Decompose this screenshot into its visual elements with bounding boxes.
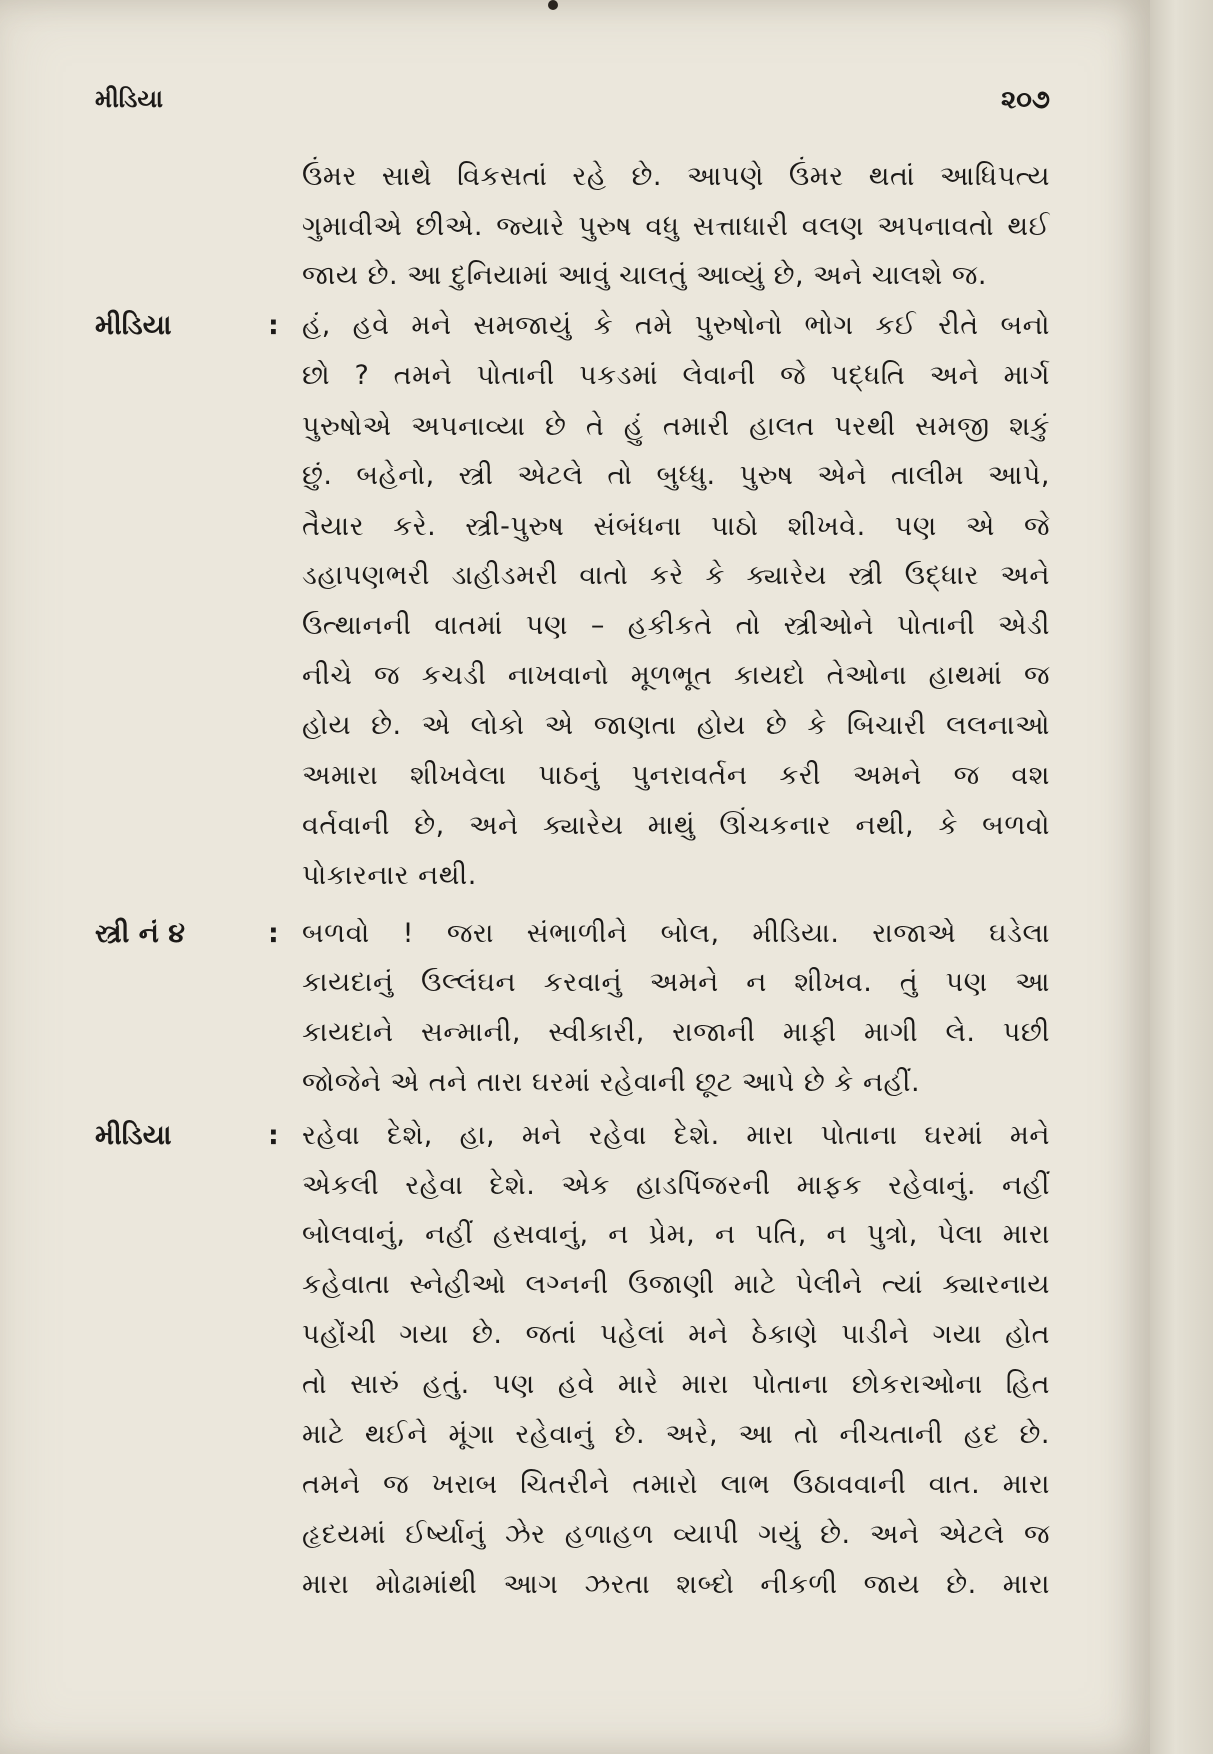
text-line: બળવો ! જરા સંભાળીને બોલ, મીડિયા. રાજાએ ઘડેલા: [302, 918, 1050, 949]
speaker-colon: :: [268, 310, 279, 341]
text-line: છો ? તમને પોતાની પકડમાં લેવાની જે પદ્ધતિ અને માર્ગ: [302, 360, 1050, 391]
speaker-colon: :: [268, 1120, 279, 1151]
text-line: કહેવાતા સ્નેહીઓ લગ્નની ઉજાણી માટે પેલીને ત્યાં ક્યારનાય: [302, 1269, 1050, 1300]
speaker-label: મીડિયા: [95, 1120, 172, 1151]
text-line: હં, હવે મને સમજાયું કે તમે પુરુષોનો ભોગ કઈ રીતે બનો: [302, 310, 1050, 341]
running-header: મીડિયા: [95, 85, 163, 113]
speaker-label: મીડિયા: [95, 310, 172, 341]
text-line: મારા મોઢામાંથી આગ ઝરતા શબ્દો નીકળી જાય છે. મારા: [302, 1569, 1050, 1600]
text-line: રહેવા દેશે, હા, મને રહેવા દેશે. મારા પોતાના ઘરમાં મને: [302, 1120, 1050, 1151]
speaker-colon: :: [268, 918, 279, 949]
text-line: હૃદયમાં ઈર્ષ્યાનું ઝેર હળાહળ વ્યાપી ગયું છે. અને એટલે જ: [302, 1519, 1050, 1550]
text-line: ગુમાવીએ છીએ. જ્યારે પુરુષ વધુ સત્તાધારી વલણ અપનાવતો થઈ: [302, 211, 1050, 242]
text-line: હોય છે. એ લોકો એ જાણતા હોય છે કે બિચારી લલનાઓ: [302, 710, 1050, 741]
text-line: નીચે જ કચડી નાખવાનો મૂળભૂત કાયદો તેઓના હાથમાં જ: [302, 660, 1050, 691]
text-line: અમારા શીખવેલા પાઠનું પુનરાવર્તન કરી અમને જ વશ: [302, 760, 1050, 791]
text-line: પુરુષોએ અપનાવ્યા છે તે હું તમારી હાલત પરથી સમજી શકું: [302, 411, 1050, 442]
text-line: જોજેને એ તને તારા ઘરમાં રહેવાની છૂટ આપે છે કે નહીં.: [302, 1067, 921, 1098]
text-line: કાયદાને સન્માની, સ્વીકારી, રાજાની માફી માગી લે. પછી: [302, 1017, 1050, 1048]
text-line: એકલી રહેવા દેશે. એક હાડપિંજરની માફક રહેવાનું. નહીં: [302, 1170, 1050, 1201]
page-number: ૨૦૭: [1001, 85, 1050, 115]
text-line: માટે થઈને મૂંગા રહેવાનું છે. અરે, આ તો નીચતાની હદ છે.: [302, 1419, 1050, 1450]
text-line: જાય છે. આ દુનિયામાં આવું ચાલતું આવ્યું છે, અને ચાલશે જ.: [302, 260, 987, 291]
text-line: પોકારનાર નથી.: [302, 860, 477, 891]
speaker-label: સ્ત્રી નં ૪: [95, 918, 185, 949]
text-line: તમને જ ખરાબ ચિતરીને તમારો લાભ ઉઠાવવાની વાત. મારા: [302, 1469, 1050, 1500]
adjacent-page-edge: [1150, 0, 1213, 1754]
text-line: ડહાપણભરી ડાહીડમરી વાતો કરે કે ક્યારેય સ્ત્રી ઉદ્ધાર અને: [302, 560, 1050, 591]
text-line: બોલવાનું, નહીં હસવાનું, ન પ્રેમ, ન પતિ, ન પુત્રો, પેલા મારા: [302, 1219, 1050, 1250]
text-line: તૈયાર કરે. સ્ત્રી-પુરુષ સંબંધના પાઠો શીખવે. પણ એ જે: [302, 511, 1050, 542]
binding-mark: [548, 0, 558, 10]
text-line: તો સારું હતું. પણ હવે મારે મારા પોતાના છોકરાઓના હિત: [302, 1369, 1050, 1400]
text-line: કાયદાનું ઉલ્લંઘન કરવાનું અમને ન શીખવ. તું પણ આ: [302, 967, 1050, 998]
text-line: વર્તવાની છે, અને ક્યારેય માથું ઊંચકનાર નથી, કે બળવો: [302, 810, 1050, 841]
text-line: ઉત્થાનની વાતમાં પણ – હકીકતે તો સ્ત્રીઓને પોતાની એડી: [302, 610, 1050, 641]
text-line: છું. બહેનો, સ્ત્રી એટલે તો બુધ્ધુ. પુરુષ એને તાલીમ આપે,: [302, 460, 1050, 491]
text-line: ઉંમર સાથે વિકસતાં રહે છે. આપણે ઉંમર થતાં આધિપત્ય: [302, 161, 1050, 192]
text-line: પહોંચી ગયા છે. જતાં પહેલાં મને ઠેકાણે પાડીને ગયા હોત: [302, 1319, 1050, 1350]
